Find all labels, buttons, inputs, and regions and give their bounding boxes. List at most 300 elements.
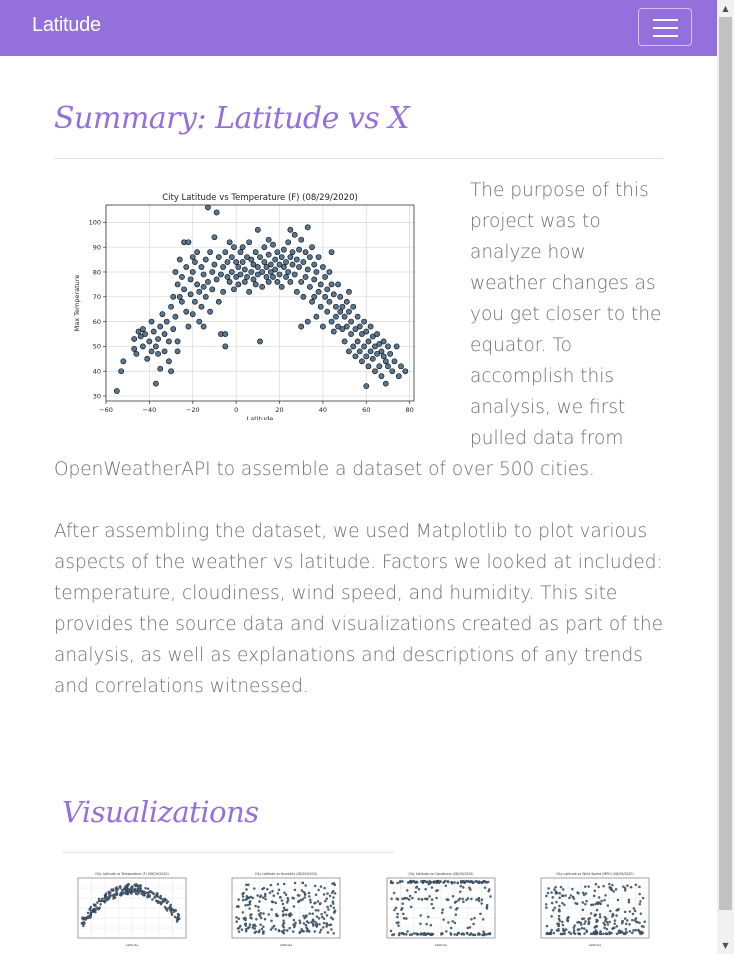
thumbnail-data-point bbox=[442, 909, 444, 911]
thumbnail-data-point bbox=[566, 919, 568, 921]
thumbnail-data-point bbox=[264, 893, 266, 895]
thumbnail-data-point bbox=[275, 915, 277, 917]
data-point bbox=[251, 277, 256, 282]
thumbnail-data-point bbox=[413, 932, 415, 934]
thumbnail-data-point bbox=[287, 897, 289, 899]
data-point bbox=[307, 255, 312, 260]
thumbnail-data-point bbox=[255, 931, 257, 933]
data-point bbox=[142, 331, 147, 336]
thumbnail-data-point bbox=[447, 881, 449, 883]
data-point bbox=[203, 257, 208, 262]
thumbnail-data-point bbox=[584, 886, 586, 888]
data-point bbox=[140, 344, 145, 349]
thumbnail-data-point bbox=[414, 881, 416, 883]
thumbnail-data-point bbox=[130, 892, 132, 894]
data-point bbox=[385, 344, 390, 349]
data-point bbox=[362, 319, 367, 324]
thumbnail-data-point bbox=[104, 901, 106, 903]
thumbnail-data-point bbox=[618, 930, 620, 932]
thumbnail-data-point bbox=[327, 908, 329, 910]
thumbnail-data-point bbox=[582, 892, 584, 894]
data-point bbox=[179, 299, 184, 304]
thumbnail-data-point bbox=[101, 898, 103, 900]
thumbnail-data-point bbox=[109, 896, 111, 898]
thumbnail-data-point bbox=[410, 906, 412, 908]
thumbnail-data-point bbox=[416, 881, 418, 883]
thumbnail-data-point bbox=[486, 933, 488, 935]
thumbnail-data-point bbox=[246, 898, 248, 900]
thumbnail-data-point bbox=[324, 911, 326, 913]
thumbnail-data-point bbox=[264, 898, 266, 900]
thumbnail-data-point bbox=[596, 901, 598, 903]
data-point bbox=[320, 324, 325, 329]
thumbnail-data-point bbox=[595, 883, 597, 885]
data-point bbox=[268, 262, 273, 267]
thumbnail-data-point bbox=[157, 900, 159, 902]
thumbnail-data-point bbox=[149, 890, 151, 892]
data-point bbox=[351, 304, 356, 309]
thumbnail-data-point bbox=[459, 891, 461, 893]
thumbnail-data-point bbox=[293, 905, 295, 907]
data-point bbox=[175, 282, 180, 287]
data-point bbox=[299, 279, 304, 284]
data-point bbox=[188, 292, 193, 297]
data-point bbox=[364, 354, 369, 359]
thumbnail-data-point bbox=[577, 892, 579, 894]
thumbnail-data-point bbox=[624, 918, 626, 920]
thumbnail-data-point bbox=[314, 885, 316, 887]
thumbnail-data-point bbox=[550, 933, 552, 935]
thumbnail-data-point bbox=[450, 906, 452, 908]
data-point bbox=[201, 272, 206, 277]
thumbnail-data-point bbox=[639, 900, 641, 902]
data-point bbox=[366, 339, 371, 344]
thumbnail-data-point bbox=[83, 923, 85, 925]
thumbnail-data-point bbox=[638, 922, 640, 924]
thumbnail-data-point bbox=[90, 906, 92, 908]
thumbnail-data-point bbox=[151, 892, 153, 894]
thumbnail-data-point bbox=[283, 932, 285, 934]
y-tick-label: 40 bbox=[92, 367, 101, 376]
thumbnail-data-point bbox=[617, 899, 619, 901]
thumbnail-data-point bbox=[431, 903, 433, 905]
data-point bbox=[231, 287, 236, 292]
thumbnail-data-point bbox=[294, 924, 296, 926]
thumbnail-data-point bbox=[273, 895, 275, 897]
data-point bbox=[396, 374, 401, 379]
scroll-up-arrow-icon[interactable]: ▲ bbox=[722, 4, 729, 13]
thumbnail-data-point bbox=[576, 921, 578, 923]
data-point bbox=[346, 309, 351, 314]
data-point bbox=[309, 245, 314, 250]
thumbnail-wind-speed[interactable] bbox=[525, 866, 655, 954]
thumbnail-data-point bbox=[612, 913, 614, 915]
thumbnail-data-point bbox=[598, 886, 600, 888]
thumbnail-data-point bbox=[171, 914, 173, 916]
thumbnail-data-point bbox=[301, 882, 303, 884]
thumbnail-data-point bbox=[488, 888, 490, 890]
thumbnail-data-point bbox=[282, 913, 284, 915]
thumbnail-data-point bbox=[625, 923, 627, 925]
thumbnail-data-point bbox=[330, 905, 332, 907]
data-point bbox=[283, 259, 288, 264]
thumbnail-data-point bbox=[120, 892, 122, 894]
thumbnail-data-point bbox=[545, 903, 547, 905]
thumbnail-data-point bbox=[426, 923, 428, 925]
thumbnail-data-point bbox=[624, 911, 626, 913]
thumbnail-data-point bbox=[317, 909, 319, 911]
data-point bbox=[186, 240, 191, 245]
thumbnail-data-point bbox=[596, 909, 598, 911]
thumbnail-data-point bbox=[403, 917, 405, 919]
data-point bbox=[121, 359, 126, 364]
data-point bbox=[355, 314, 360, 319]
thumbnail-data-point bbox=[546, 932, 548, 934]
thumbnail-data-point bbox=[283, 883, 285, 885]
data-point bbox=[190, 312, 195, 317]
data-point bbox=[208, 250, 213, 255]
data-point bbox=[314, 269, 319, 274]
thumbnail-data-point bbox=[176, 920, 178, 922]
thumbnail-data-point bbox=[472, 923, 474, 925]
scrollbar-thumb[interactable] bbox=[719, 17, 732, 910]
thumbnail-data-point bbox=[133, 891, 135, 893]
thumbnail-data-point bbox=[633, 907, 635, 909]
summary-paragraph-1-text: The purpose of this project was to analyze how weather changes as you get closer to the equator. To accomplish this analysis, we first pulled data from OpenWeatherAPI to assemble a dataset of over 500 cities. bbox=[54, 180, 662, 480]
data-point bbox=[155, 351, 160, 356]
data-point bbox=[266, 252, 271, 257]
data-point bbox=[184, 309, 189, 314]
data-point bbox=[296, 264, 301, 269]
y-tick-label: 70 bbox=[92, 293, 101, 302]
thumbnail-data-point bbox=[580, 922, 582, 924]
thumbnail-data-point bbox=[594, 903, 596, 905]
thumbnail-data-point bbox=[435, 897, 437, 899]
data-point bbox=[175, 349, 180, 354]
data-point bbox=[260, 269, 265, 274]
thumbnail-data-point bbox=[331, 892, 333, 894]
thumbnail-data-point bbox=[324, 887, 326, 889]
data-point bbox=[171, 294, 176, 299]
thumbnail-humidity[interactable] bbox=[216, 866, 346, 954]
thumbnail-data-point bbox=[596, 933, 598, 935]
thumbnail-data-point bbox=[248, 926, 250, 928]
data-point bbox=[132, 346, 137, 351]
thumbnail-data-point bbox=[545, 895, 547, 897]
thumbnail-data-point bbox=[621, 922, 623, 924]
chart-title: City Latitude vs Temperature (F) (08/29/2020) bbox=[162, 193, 358, 203]
thumbnail-data-point bbox=[293, 897, 295, 899]
thumbnail-temperature[interactable] bbox=[62, 866, 192, 954]
temperature-scatter-chart[interactable] bbox=[54, 175, 424, 420]
thumbnail-data-point bbox=[303, 922, 305, 924]
thumbnail-data-point bbox=[561, 902, 563, 904]
thumbnail-data-point bbox=[432, 907, 434, 909]
data-point bbox=[286, 269, 291, 274]
thumbnail-data-point bbox=[320, 885, 322, 887]
thumbnail-data-point bbox=[588, 885, 590, 887]
thumbnail-data-point bbox=[270, 928, 272, 930]
y-tick-label: 50 bbox=[92, 342, 101, 351]
thumbnail-data-point bbox=[81, 917, 83, 919]
thumbnail-data-point bbox=[599, 930, 601, 932]
thumbnail-data-point bbox=[321, 913, 323, 915]
thumbnail-data-point bbox=[639, 931, 641, 933]
data-point bbox=[266, 237, 271, 242]
thumbnail-data-point bbox=[441, 932, 443, 934]
navbar-brand[interactable]: Latitude bbox=[32, 14, 101, 36]
data-point bbox=[346, 349, 351, 354]
data-point bbox=[333, 304, 338, 309]
thumbnail-data-point bbox=[557, 925, 559, 927]
navbar bbox=[0, 0, 717, 56]
thumbnail-data-point bbox=[279, 896, 281, 898]
thumbnail-data-point bbox=[255, 905, 257, 907]
thumbnail-data-point bbox=[462, 898, 464, 900]
data-point bbox=[348, 331, 353, 336]
scroll-down-arrow-icon[interactable]: ▼ bbox=[722, 941, 729, 950]
thumbnail-data-point bbox=[270, 884, 272, 886]
thumbnail-data-point bbox=[478, 932, 480, 934]
thumbnail-data-point bbox=[486, 907, 488, 909]
data-point bbox=[357, 349, 362, 354]
thumbnail-data-point bbox=[421, 898, 423, 900]
thumbnail-data-point bbox=[615, 888, 617, 890]
data-point bbox=[240, 259, 245, 264]
thumbnail-data-point bbox=[607, 904, 609, 906]
data-point bbox=[318, 304, 323, 309]
thumbnail-data-point bbox=[323, 922, 325, 924]
thumbnail-data-point bbox=[473, 917, 475, 919]
navbar-toggler-button[interactable] bbox=[638, 8, 692, 46]
thumbnail-data-point bbox=[249, 923, 251, 925]
data-point bbox=[173, 269, 178, 274]
thumbnail-data-point bbox=[468, 887, 470, 889]
data-point bbox=[279, 255, 284, 260]
thumbnail-data-point bbox=[409, 934, 411, 936]
data-point bbox=[351, 344, 356, 349]
thumbnail-data-point bbox=[396, 882, 398, 884]
thumbnail-data-point bbox=[303, 915, 305, 917]
thumbnail-data-point bbox=[584, 923, 586, 925]
data-point bbox=[177, 294, 182, 299]
thumbnail-data-point bbox=[642, 926, 644, 928]
thumbnail-data-point bbox=[460, 880, 462, 882]
data-point bbox=[372, 369, 377, 374]
data-point bbox=[247, 289, 252, 294]
thumbnail-data-point bbox=[409, 881, 411, 883]
thumbnail-data-point bbox=[281, 930, 283, 932]
thumbnail-data-point bbox=[424, 881, 426, 883]
summary-divider bbox=[54, 158, 663, 159]
thumbnail-data-point bbox=[573, 898, 575, 900]
thumbnail-data-point bbox=[482, 934, 484, 936]
thumbnail-data-point bbox=[419, 933, 421, 935]
data-point bbox=[299, 237, 304, 242]
thumbnail-data-point bbox=[401, 880, 403, 882]
thumbnail-data-point bbox=[454, 881, 456, 883]
data-point bbox=[247, 240, 252, 245]
thumbnail-data-point bbox=[402, 932, 404, 934]
thumbnail-data-point bbox=[305, 916, 307, 918]
thumbnail-data-point bbox=[332, 918, 334, 920]
data-point bbox=[316, 289, 321, 294]
thumbnail-data-point bbox=[595, 929, 597, 931]
data-point bbox=[335, 282, 340, 287]
thumbnail-data-point bbox=[323, 893, 325, 895]
data-point bbox=[270, 274, 275, 279]
data-point bbox=[147, 339, 152, 344]
data-point bbox=[212, 235, 217, 240]
thumbnail-data-point bbox=[109, 894, 111, 896]
thumbnail-x-label: Latitude bbox=[434, 943, 448, 947]
data-point bbox=[255, 227, 260, 232]
thumbnail-data-point bbox=[563, 904, 565, 906]
thumbnail-data-point bbox=[317, 900, 319, 902]
thumbnail-data-point bbox=[639, 893, 641, 895]
thumbnail-data-point bbox=[593, 895, 595, 897]
thumbnail-data-point bbox=[642, 897, 644, 899]
thumbnail-data-point bbox=[480, 881, 482, 883]
thumbnail-data-point bbox=[105, 893, 107, 895]
thumbnail-data-point bbox=[639, 903, 641, 905]
thumbnail-data-point bbox=[263, 887, 265, 889]
thumbnail-data-point bbox=[174, 916, 176, 918]
data-point bbox=[309, 299, 314, 304]
data-point bbox=[362, 344, 367, 349]
data-point bbox=[234, 259, 239, 264]
data-point bbox=[273, 257, 278, 262]
thumbnail-data-point bbox=[171, 908, 173, 910]
thumbnail-data-point bbox=[332, 903, 334, 905]
thumbnail-data-point bbox=[479, 913, 481, 915]
thumbnail-data-point bbox=[415, 891, 417, 893]
data-point bbox=[279, 284, 284, 289]
thumbnail-data-point bbox=[405, 933, 407, 935]
thumbnail-data-point bbox=[146, 896, 148, 898]
thumbnail-data-point bbox=[558, 918, 560, 920]
thumbnail-data-point bbox=[166, 902, 168, 904]
thumbnail-data-point bbox=[559, 892, 561, 894]
thumbnail-data-point bbox=[305, 927, 307, 929]
thumbnail-data-point bbox=[272, 901, 274, 903]
thumbnail-data-point bbox=[607, 923, 609, 925]
y-tick-label: 60 bbox=[92, 317, 101, 326]
data-point bbox=[381, 339, 386, 344]
thumbnail-data-point bbox=[577, 932, 579, 934]
data-point bbox=[197, 319, 202, 324]
thumbnail-data-point bbox=[306, 930, 308, 932]
thumbnail-data-point bbox=[561, 895, 563, 897]
thumbnail-data-point bbox=[326, 924, 328, 926]
thumbnail-data-point bbox=[613, 890, 615, 892]
thumbnail-data-point bbox=[577, 929, 579, 931]
data-point bbox=[388, 351, 393, 356]
thumbnail-data-point bbox=[127, 893, 129, 895]
thumbnail-data-point bbox=[628, 901, 630, 903]
thumbnail-data-point bbox=[450, 933, 452, 935]
thumbnail-data-point bbox=[235, 916, 237, 918]
thumbnail-data-point bbox=[447, 921, 449, 923]
thumbnail-cloudiness[interactable] bbox=[371, 866, 501, 954]
thumbnail-data-point bbox=[481, 899, 483, 901]
thumbnail-data-point bbox=[242, 899, 244, 901]
data-point bbox=[158, 366, 163, 371]
data-point bbox=[392, 359, 397, 364]
thumbnail-data-point bbox=[319, 931, 321, 933]
thumbnail-data-point bbox=[283, 920, 285, 922]
data-point bbox=[368, 349, 373, 354]
data-point bbox=[303, 250, 308, 255]
thumbnail-x-label: Latitude bbox=[125, 943, 139, 947]
thumbnail-data-point bbox=[258, 909, 260, 911]
data-point bbox=[281, 247, 286, 252]
thumbnail-data-point bbox=[397, 898, 399, 900]
thumbnail-data-point bbox=[326, 914, 328, 916]
thumbnail-data-point bbox=[489, 932, 491, 934]
thumbnail-data-point bbox=[552, 896, 554, 898]
data-point bbox=[132, 336, 137, 341]
x-axis-label: Latitude bbox=[246, 415, 274, 420]
y-tick-label: 30 bbox=[92, 392, 101, 401]
thumbnail-data-point bbox=[629, 910, 631, 912]
thumbnail-data-point bbox=[390, 880, 392, 882]
thumbnail-data-point bbox=[603, 899, 605, 901]
thumbnail-data-point bbox=[441, 912, 443, 914]
data-point bbox=[379, 349, 384, 354]
thumbnail-data-point bbox=[299, 931, 301, 933]
thumbnail-data-point bbox=[551, 902, 553, 904]
thumbnail-data-point bbox=[250, 917, 252, 919]
data-point bbox=[227, 279, 232, 284]
thumbnail-data-point bbox=[605, 932, 607, 934]
thumbnail-data-point bbox=[393, 933, 395, 935]
data-point bbox=[257, 339, 262, 344]
thumbnail-data-point bbox=[462, 901, 464, 903]
thumbnail-data-point bbox=[562, 888, 564, 890]
thumbnail-data-point bbox=[312, 924, 314, 926]
thumbnail-data-point bbox=[418, 888, 420, 890]
thumbnail-data-point bbox=[159, 897, 161, 899]
thumbnail-data-point bbox=[428, 895, 430, 897]
data-point bbox=[327, 299, 332, 304]
thumbnail-data-point bbox=[262, 912, 264, 914]
thumbnail-data-point bbox=[585, 929, 587, 931]
thumbnail-data-point bbox=[427, 916, 429, 918]
data-point bbox=[201, 324, 206, 329]
thumbnail-data-point bbox=[178, 914, 180, 916]
data-point bbox=[221, 289, 226, 294]
data-point bbox=[199, 264, 204, 269]
thumbnail-data-point bbox=[264, 895, 266, 897]
data-point bbox=[205, 279, 210, 284]
thumbnail-data-point bbox=[260, 895, 262, 897]
data-point bbox=[253, 250, 258, 255]
data-point bbox=[203, 294, 208, 299]
data-point bbox=[171, 326, 176, 331]
thumbnail-data-point bbox=[603, 922, 605, 924]
thumbnail-data-point bbox=[604, 920, 606, 922]
y-axis-label: Max Temperature bbox=[73, 274, 81, 332]
data-point bbox=[303, 274, 308, 279]
thumbnail-data-point bbox=[584, 903, 586, 905]
thumbnail-data-point bbox=[84, 917, 86, 919]
scrollbar[interactable] bbox=[717, 0, 734, 954]
x-tick-label: −20 bbox=[185, 406, 200, 414]
data-point bbox=[190, 255, 195, 260]
data-point bbox=[327, 269, 332, 274]
thumbnail-data-point bbox=[621, 920, 623, 922]
